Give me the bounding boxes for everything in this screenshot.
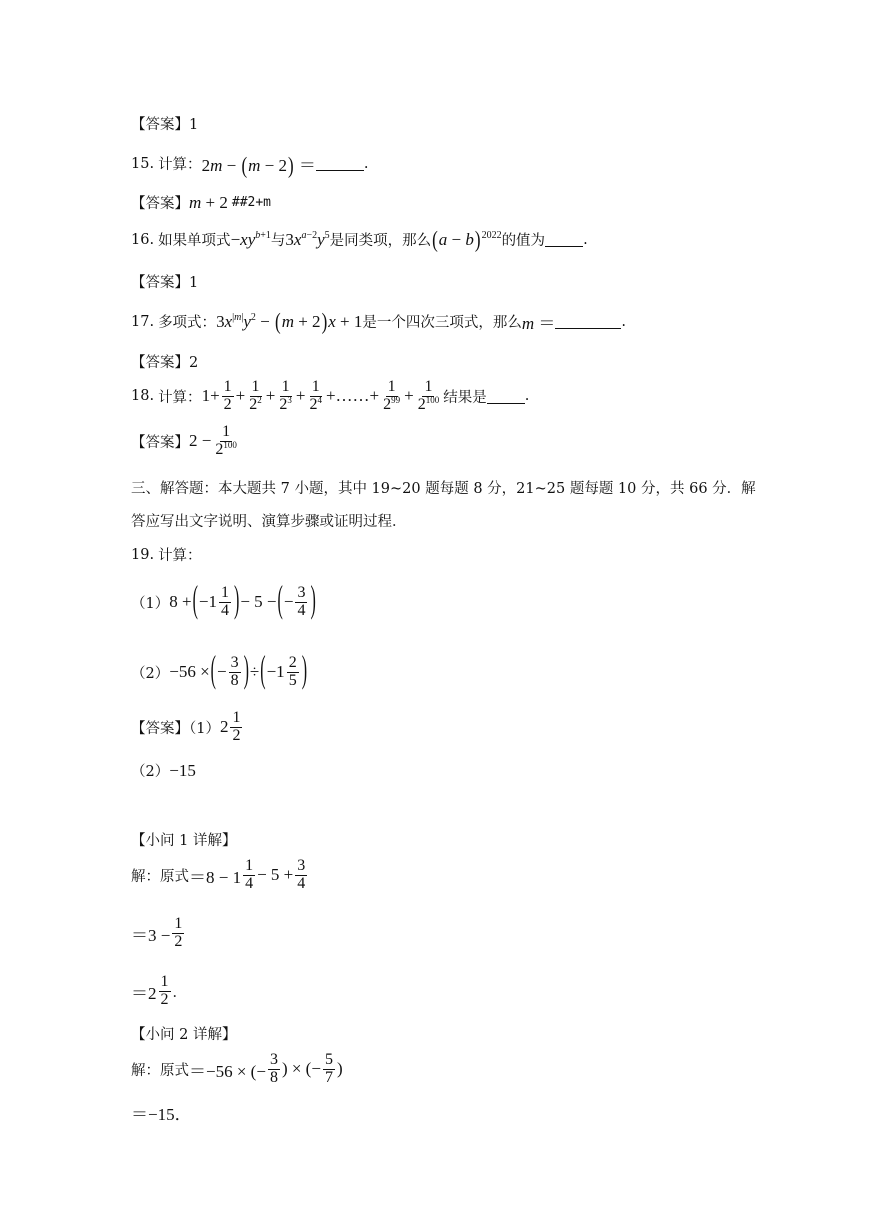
question-16: 16. 如果单项式 $-xy^{b+1}$ 与 $3x^{a-2}y^5$ 是同类项，那么 $(a - b)^{2022}$ 的值为 . — [131, 226, 588, 252]
section-3-line1: 三、解答题：本大题共 7 小题，其中 19~20 题每题 8 分，21~25 题每题 10 分，共 66 分．解 — [131, 481, 756, 497]
q17-blank — [555, 314, 621, 329]
solution-1-step3: ＝2 $\frac{1}{2}$ ． — [131, 973, 187, 1008]
section-3-line2: 答应写出文字说明、演算步骤或证明过程． — [131, 514, 407, 530]
answer-19-part2: （2） −15 — [131, 760, 196, 780]
q19-part2: （2） −56 × ( − $\frac{3}{8}$ ) ÷ ( −1 $\frac{2}{5}$ ) — [131, 650, 308, 692]
solution-1-step2: ＝3 − $\frac{1}{2}$ — [131, 915, 183, 950]
question-15: 15. 计算： 2m − (m − 2) ＝ . — [131, 152, 369, 179]
solution-1-title: 【小问 1 详解】 — [131, 833, 237, 849]
solution-1-step1: 解：原式 ＝8 − 1 $\frac{1}{4}$ − 5 + $\frac{3}{4}$ — [131, 857, 306, 892]
q15-blank — [316, 156, 364, 171]
answer-19: 【答案】（1） 2 $\frac{1}{2}$ — [131, 709, 241, 744]
q19-part1: （1） 8 + ( −1 $\frac{1}{4}$ ) − 5 − ( − $\frac{3}{4}$ ) — [131, 580, 316, 622]
question-17: 17. 多项式： $3x^{|m|}y^2 - (m + 2)x + 1$ 是一个四次三项式，那么 m ＝ . — [131, 308, 627, 334]
answer-16: 【答案】1 — [131, 275, 199, 291]
answer-17: 【答案】2 — [131, 355, 199, 371]
solution-2-step1: 解：原式 ＝−56 × (− $\frac{3}{8}$ ) × (− $\frac{5}{7}$ ) — [131, 1051, 343, 1086]
answer-18: 【答案】 2 − $\frac{1}{2^{100}}$ — [131, 423, 237, 458]
q15-expression: 2m − (m − 2) ＝ — [201, 152, 316, 179]
answer-15: 【答案】 m + 2 ##2+m — [131, 192, 272, 212]
question-18: 18. 计算： 1+ $\frac{1}{2}$ + $\frac{1}{2^2}$ + $\frac{1}{2^3}$ + $\frac{1}{2^4}$ +……+ $\frac{1}{2^{99}}$ + $\frac{1}{2^{100}}$ 结果是 . — [131, 378, 530, 413]
question-19: 19. 计算： — [131, 546, 202, 564]
q16-blank — [545, 232, 583, 247]
q18-blank — [487, 389, 525, 404]
answer-14: 【答案】1 — [131, 117, 199, 133]
solution-2-result: ＝−15． — [131, 1105, 192, 1124]
solution-2-title: 【小问 2 详解】 — [131, 1027, 237, 1043]
